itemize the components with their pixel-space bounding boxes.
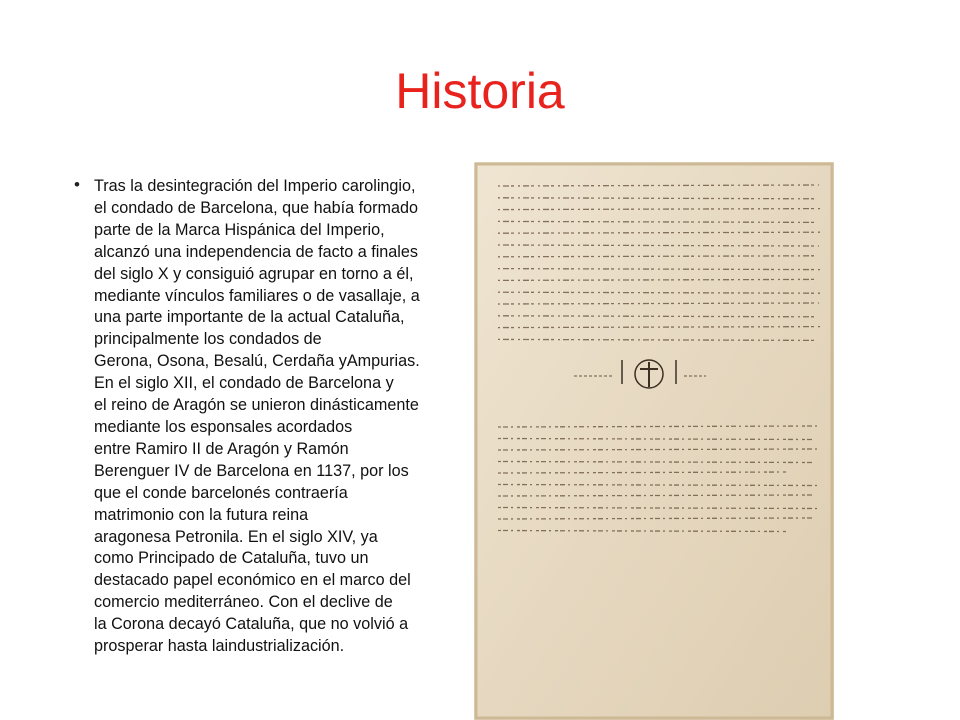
body-line: En el siglo XII, el condado de Barcelona y	[94, 374, 394, 393]
body-line: destacado papel económico en el marco del	[94, 571, 411, 590]
body-line: principalmente los condados de	[94, 330, 322, 349]
body-line: parte de la Marca Hispánica del Imperio,	[94, 220, 385, 239]
body-line: prosperar hasta laindustrialización.	[94, 637, 345, 656]
body-line: entre Ramiro II de Aragón y Ramón	[94, 439, 349, 458]
body-line: Berenguer IV de Barcelona en 1137, por los	[94, 461, 409, 480]
body-line: una parte importante de la actual Cataluña,	[94, 308, 405, 327]
body-line: que el conde barcelonés contraería	[94, 483, 348, 502]
body-line: Tras la desintegración del Imperio carolingio,	[94, 177, 416, 195]
slide-title: Historia	[395, 63, 565, 119]
body-line: mediante los esponsales acordados	[94, 417, 353, 436]
body-line: matrimonio con la futura reina	[94, 505, 309, 524]
body-line: del siglo X y consiguió agrupar en torno a él,	[94, 264, 414, 283]
body-line: alcanzó una independencia de facto a finales	[94, 242, 418, 261]
bullet-marker: •	[74, 175, 80, 194]
body-line: aragonesa Petronila. En el siglo XIV, ya	[94, 527, 378, 546]
body-line: el condado de Barcelona, que había formado	[94, 198, 418, 217]
body-line: la Corona decayó Cataluña, que no volvió a	[94, 615, 409, 634]
body-line: Gerona, Osona, Besalú, Cerdaña yAmpurias.	[94, 352, 420, 371]
body-text	[94, 176, 474, 658]
body-line: comercio mediterráneo. Con el declive de	[94, 593, 393, 612]
body-line: el reino de Aragón se unieron dinásticamente	[94, 396, 419, 415]
body-line: como Principado de Cataluña, tuvo un	[94, 549, 369, 568]
medieval-manuscript-image	[474, 162, 834, 720]
body-line: mediante vínculos familiares o de vasallaje, a	[94, 286, 420, 305]
